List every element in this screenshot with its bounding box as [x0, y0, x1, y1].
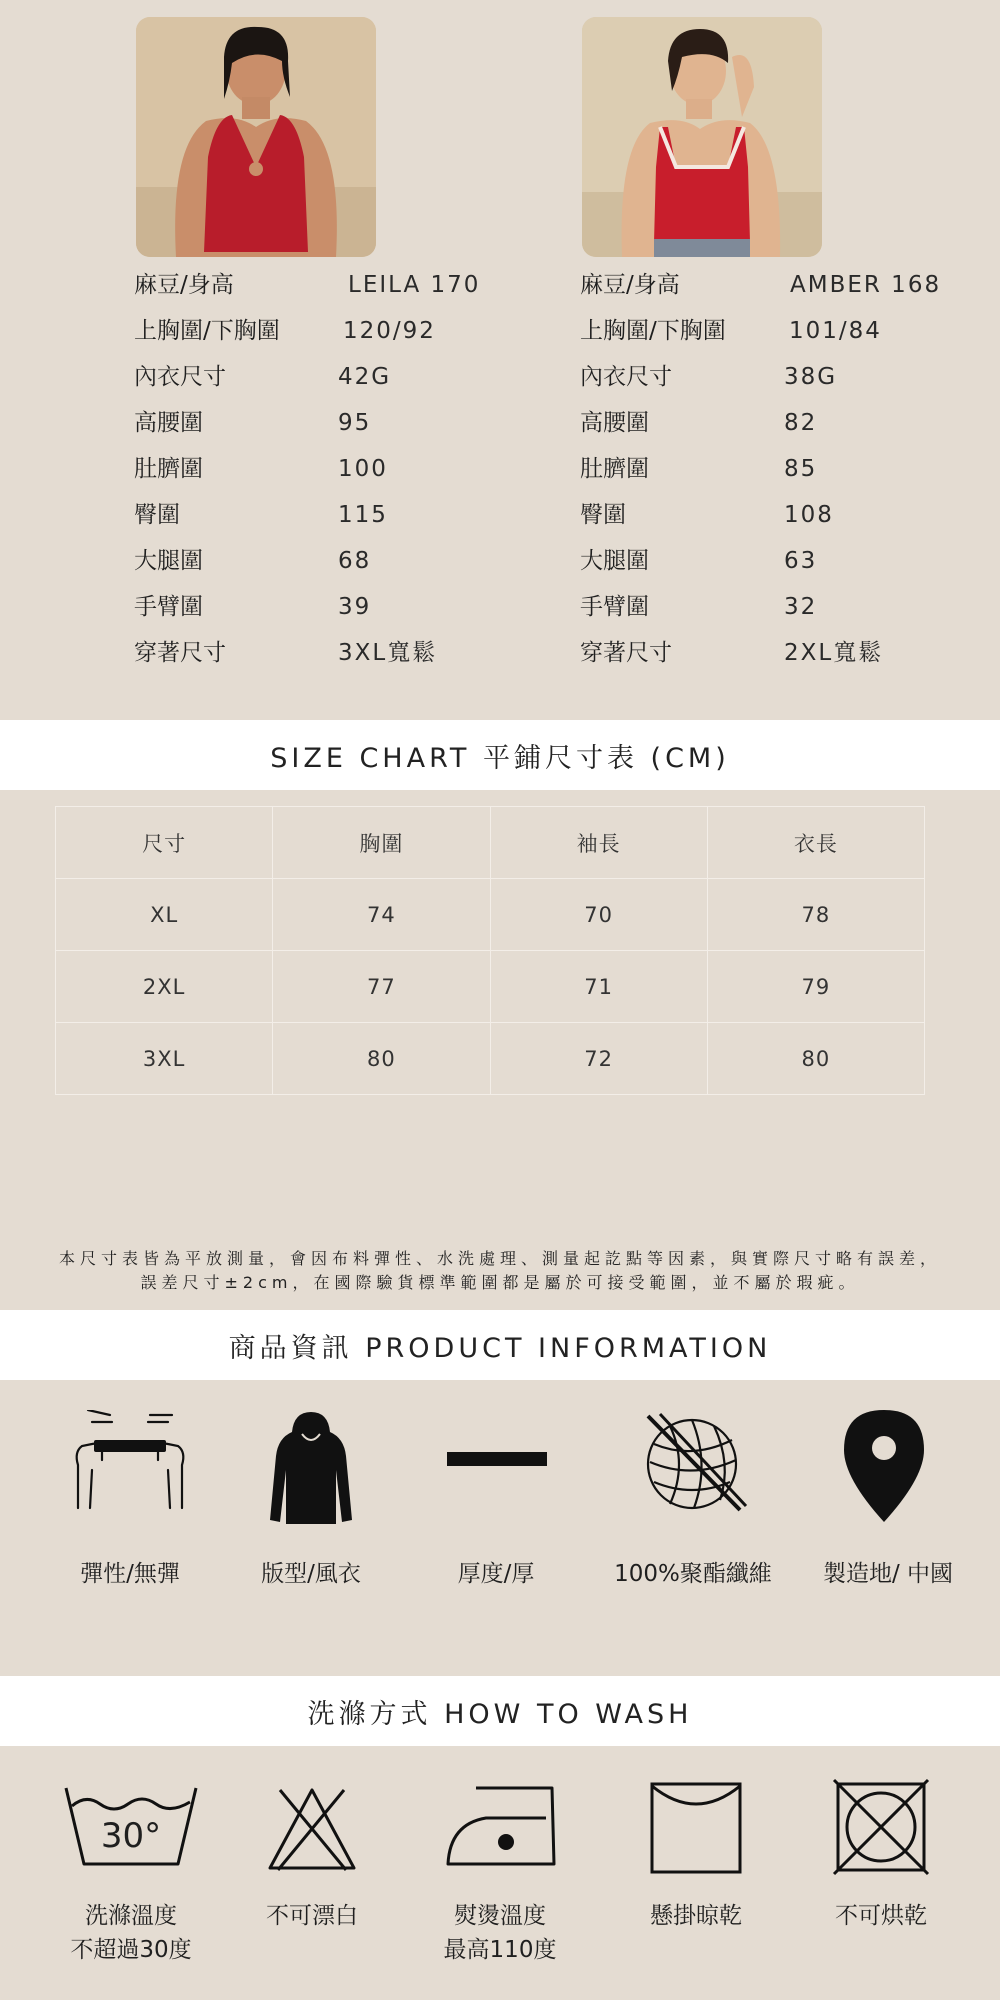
- size-chart-banner: [0, 720, 1000, 790]
- table-cell: 77: [273, 951, 490, 1023]
- thickness-bar-icon: [447, 1452, 547, 1466]
- wash-title: 洗滌方式 HOW TO WASH: [307, 1698, 693, 1730]
- table-cell: 79: [707, 951, 924, 1023]
- no-tumble-dry-label: 不可烘乾: [835, 1903, 927, 1929]
- model-stat-row: [580, 587, 960, 627]
- table-cell: 78: [707, 879, 924, 951]
- model-stat-label: 上胸圍/下胸圍: [580, 318, 726, 344]
- model-stat-value: 115: [338, 502, 388, 528]
- model-stat-label: 大腿圍: [134, 548, 203, 574]
- model-stat-row: [134, 495, 514, 535]
- model-stat-value: 39: [338, 594, 372, 620]
- table-cell: 2XL: [56, 951, 273, 1023]
- model-stat-row: [580, 541, 960, 581]
- thickness-label: 厚度/厚: [457, 1561, 535, 1587]
- model-stat-row: [580, 633, 960, 673]
- location-pin-icon: [842, 1408, 926, 1524]
- hang-dry-label: 懸掛晾乾: [650, 1903, 742, 1929]
- wash-temp-label-1: 洗滌溫度: [85, 1903, 177, 1929]
- elasticity-label: 彈性/無彈: [80, 1561, 180, 1587]
- model-stat-value: 95: [338, 410, 372, 436]
- wash-banner: [0, 1676, 1000, 1746]
- model-stat-row: [134, 587, 514, 627]
- material-label: 100%聚酯纖維: [614, 1561, 772, 1587]
- model-stat-label: 手臂圍: [134, 594, 203, 620]
- model-stat-label: 麻豆/身高: [580, 272, 680, 298]
- model-stat-value: 2XL寬鬆: [784, 640, 884, 666]
- model-stat-value: 100: [338, 456, 388, 482]
- model-photo-leila: [136, 17, 376, 257]
- table-header-cell: 胸圍: [273, 807, 490, 879]
- hoodie-icon: [268, 1410, 354, 1526]
- model-photo-amber: [582, 17, 822, 257]
- model-stat-value: 42G: [338, 364, 392, 390]
- product-info-title: 商品資訊 PRODUCT INFORMATION: [228, 1332, 772, 1364]
- model-stat-row: [580, 403, 960, 443]
- no-bleach-label: 不可漂白: [266, 1903, 358, 1929]
- model-stat-row: [134, 541, 514, 581]
- fit-label: 版型/風衣: [261, 1561, 361, 1587]
- table-cell: 74: [273, 879, 490, 951]
- model-stat-row: [134, 357, 514, 397]
- model-stat-value: 108: [784, 502, 834, 528]
- table-header-cell: 袖長: [490, 807, 707, 879]
- model-stat-value: 101/84: [789, 318, 882, 344]
- model-stat-label: 臀圍: [580, 502, 626, 528]
- table-header-cell: 衣長: [707, 807, 924, 879]
- table-row: [56, 951, 925, 1023]
- stretch-hands-icon: [70, 1410, 190, 1510]
- no-bleach-icon: [266, 1784, 358, 1874]
- model-stat-value: AMBER 168: [790, 272, 942, 298]
- model-stat-label: 手臂圍: [580, 594, 649, 620]
- model-stat-label: 麻豆/身高: [134, 272, 234, 298]
- model-stat-row: [580, 265, 960, 305]
- model-stat-row: [580, 311, 960, 351]
- model-stat-value: LEILA 170: [348, 272, 481, 298]
- model-stat-label: 高腰圍: [580, 410, 649, 436]
- model-stat-value: 3XL寬鬆: [338, 640, 438, 666]
- wash-tub-icon: [64, 1784, 198, 1868]
- model-stat-label: 大腿圍: [580, 548, 649, 574]
- table-cell: 71: [490, 951, 707, 1023]
- hang-dry-icon: [650, 1782, 742, 1874]
- iron-temp-label-2: 最高110度: [443, 1937, 557, 1963]
- model-stat-label: 上胸圍/下胸圍: [134, 318, 280, 344]
- yarn-ball-icon: [640, 1410, 750, 1520]
- table-cell: 70: [490, 879, 707, 951]
- model-stat-row: [134, 633, 514, 673]
- table-cell: 72: [490, 1023, 707, 1095]
- model-stat-label: 內衣尺寸: [580, 364, 672, 390]
- model-stat-row: [580, 495, 960, 535]
- iron-temp-label-1: 熨燙溫度: [454, 1903, 546, 1929]
- table-header-row: [56, 807, 925, 879]
- model-stat-value: 32: [784, 594, 818, 620]
- table-row: [56, 879, 925, 951]
- model-stat-label: 肚臍圍: [580, 456, 649, 482]
- product-info-banner: [0, 1310, 1000, 1380]
- table-header-cell: 尺寸: [56, 807, 273, 879]
- size-chart-table: [55, 806, 925, 1095]
- model-stat-row: [580, 449, 960, 489]
- table-cell: 3XL: [56, 1023, 273, 1095]
- model-stat-value: 68: [338, 548, 372, 574]
- model-stat-label: 內衣尺寸: [134, 364, 226, 390]
- model-stat-label: 肚臍圍: [134, 456, 203, 482]
- model-stat-row: [134, 403, 514, 443]
- model-stat-value: 38G: [784, 364, 838, 390]
- model-stat-label: 臀圍: [134, 502, 180, 528]
- wash-temperature-text: 30°: [100, 1816, 162, 1856]
- model-stat-value: 120/92: [343, 318, 436, 344]
- model-stat-row: [134, 265, 514, 305]
- size-chart-title: SIZE CHART 平鋪尺寸表 (CM): [270, 742, 730, 774]
- table-cell: 80: [707, 1023, 924, 1095]
- table-row: [56, 1023, 925, 1095]
- table-cell: XL: [56, 879, 273, 951]
- model-stat-row: [134, 311, 514, 351]
- model-stat-row: [134, 449, 514, 489]
- no-tumble-dry-icon: [832, 1778, 930, 1876]
- model-stat-row: [580, 357, 960, 397]
- model-stat-label: 高腰圍: [134, 410, 203, 436]
- measurement-note-line-2: 誤差尺寸±2cm，在國際驗貨標準範圍都是屬於可接受範圍，並不屬於瑕疵。: [140, 1273, 860, 1292]
- wash-temp-label-2: 不超過30度: [70, 1937, 192, 1963]
- model-stat-value: 63: [784, 548, 818, 574]
- origin-label: 製造地/ 中國: [822, 1561, 954, 1587]
- iron-icon: [446, 1784, 558, 1868]
- model-stat-label: 穿著尺寸: [134, 640, 226, 666]
- model-stat-value: 82: [784, 410, 818, 436]
- model-stat-label: 穿著尺寸: [580, 640, 672, 666]
- model-stat-value: 85: [784, 456, 818, 482]
- table-cell: 80: [273, 1023, 490, 1095]
- measurement-note-line-1: 本尺寸表皆為平放測量，會因布料彈性、水洗處理、測量起訖點等因素，與實際尺寸略有誤差，: [58, 1249, 941, 1268]
